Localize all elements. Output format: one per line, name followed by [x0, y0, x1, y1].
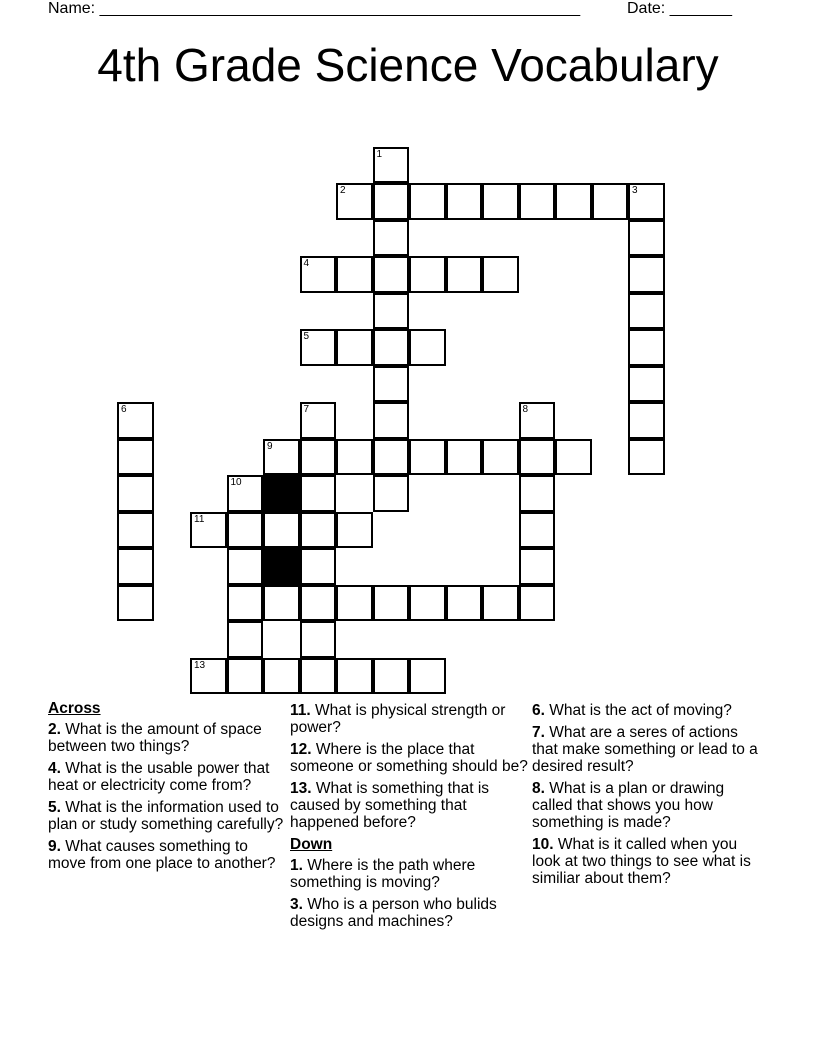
date-label: Date: — [627, 0, 666, 17]
grid-cell[interactable] — [628, 220, 665, 257]
clue-text: What is a plan or drawing called that shows you how something is made? — [532, 780, 725, 831]
grid-cell[interactable] — [373, 402, 410, 439]
cell-number: 6 — [121, 404, 127, 415]
clues-column-1 — [48, 700, 288, 877]
grid-cell[interactable] — [227, 548, 264, 585]
clue-number: 13. — [290, 780, 312, 797]
down-heading: Down — [290, 836, 333, 853]
clues-column-3 — [532, 702, 768, 892]
grid-cell[interactable] — [227, 621, 264, 658]
clue-across-13 — [290, 780, 530, 831]
grid-cell[interactable] — [227, 475, 264, 512]
grid-cell[interactable] — [300, 439, 337, 476]
grid-cell[interactable] — [190, 658, 227, 695]
grid-cell[interactable] — [409, 439, 446, 476]
grid-cell[interactable] — [117, 402, 154, 439]
grid-cell[interactable] — [373, 220, 410, 257]
grid-cell[interactable] — [373, 293, 410, 330]
clue-number: 10. — [532, 836, 554, 853]
grid-cell[interactable] — [373, 475, 410, 512]
clue-text: Where is the place that someone or something should be? — [290, 741, 528, 775]
clue-down-3 — [290, 896, 530, 930]
clue-down-7 — [532, 724, 768, 775]
grid-cell[interactable] — [482, 439, 519, 476]
grid-cell[interactable] — [482, 256, 519, 293]
clue-text: What is physical strength or power? — [290, 702, 506, 736]
grid-cell[interactable] — [336, 658, 373, 695]
name-label: Name: — [48, 0, 96, 17]
clue-number: 2. — [48, 721, 61, 738]
name-line: ______________________________________________________ — [99, 0, 581, 17]
grid-cell[interactable] — [519, 402, 556, 439]
grid-cell[interactable] — [446, 256, 483, 293]
clue-across-2 — [48, 721, 288, 755]
page-title: 4th Grade Science Vocabulary — [97, 39, 719, 91]
grid-cell[interactable] — [446, 183, 483, 220]
grid-cell[interactable] — [300, 548, 337, 585]
grid-cell[interactable] — [628, 256, 665, 293]
clue-text: What is something that is caused by something that happened before? — [290, 780, 490, 831]
clue-text: What causes something to move from one place to another? — [48, 838, 276, 872]
grid-cell[interactable] — [263, 439, 300, 476]
clue-text: Who is a person who bulids designs and machines? — [290, 896, 497, 930]
grid-cell[interactable] — [117, 585, 154, 622]
grid-cell[interactable] — [300, 512, 337, 549]
grid-cell[interactable] — [519, 439, 556, 476]
black-cell — [263, 475, 300, 512]
grid-cell[interactable] — [336, 183, 373, 220]
grid-cell[interactable] — [190, 512, 227, 549]
grid-cell[interactable] — [555, 439, 592, 476]
clue-number: 8. — [532, 780, 545, 797]
cell-number: 4 — [303, 258, 310, 269]
clue-text: What is the usable power that heat or electricity come from? — [48, 760, 270, 794]
clue-text: What is it called when you look at two things to see what is similiar about them? — [532, 836, 751, 887]
clue-number: 6. — [532, 702, 545, 719]
grid-cell[interactable] — [300, 475, 337, 512]
clue-down-1 — [290, 857, 530, 891]
grid-cell[interactable] — [117, 548, 154, 585]
grid-cell[interactable] — [409, 183, 446, 220]
cell-number: 11 — [194, 513, 205, 525]
clue-across-11 — [290, 702, 530, 736]
grid-cell[interactable] — [227, 585, 264, 622]
grid-cell[interactable] — [300, 658, 337, 695]
grid-cell[interactable] — [373, 147, 410, 184]
grid-cell[interactable] — [373, 329, 410, 366]
cell-number: 10 — [230, 477, 242, 488]
grid-cell[interactable] — [336, 329, 373, 366]
grid-cell[interactable] — [300, 256, 337, 293]
grid-cell[interactable] — [519, 183, 556, 220]
clue-number: 1. — [290, 857, 303, 874]
grid-cell[interactable] — [336, 256, 373, 293]
cell-number: 5 — [303, 331, 310, 342]
grid-cell[interactable] — [519, 548, 556, 585]
clue-number: 12. — [290, 741, 312, 758]
grid-cell[interactable] — [628, 402, 665, 439]
grid-cell[interactable] — [409, 585, 446, 622]
grid-cell[interactable] — [628, 293, 665, 330]
grid-cell[interactable] — [373, 658, 410, 695]
grid-cell[interactable] — [300, 585, 337, 622]
grid-cell[interactable] — [373, 183, 410, 220]
clue-number: 9. — [48, 838, 61, 855]
clue-number: 5. — [48, 799, 61, 816]
grid-cell[interactable] — [628, 183, 665, 220]
clue-across-5 — [48, 799, 288, 833]
cell-number: 8 — [522, 404, 529, 415]
cell-number: 3 — [632, 185, 638, 196]
grid-cell[interactable] — [373, 256, 410, 293]
grid-cell[interactable] — [409, 658, 446, 695]
cell-number: 1 — [376, 148, 383, 160]
clue-down-8 — [532, 780, 768, 831]
grid-cell[interactable] — [519, 512, 556, 549]
grid-cell[interactable] — [300, 621, 337, 658]
grid-cell[interactable] — [300, 402, 337, 439]
grid-cell[interactable] — [409, 329, 446, 366]
grid-cell[interactable] — [373, 366, 410, 403]
grid-cell[interactable] — [482, 585, 519, 622]
grid-cell[interactable] — [482, 183, 519, 220]
clue-across-4 — [48, 760, 288, 794]
clue-number: 7. — [532, 724, 545, 741]
clue-number: 11. — [290, 702, 311, 719]
clue-text: Where is the path where something is moving? — [290, 857, 476, 891]
grid-cell[interactable] — [628, 439, 665, 476]
grid-cell[interactable] — [446, 585, 483, 622]
clue-down-6 — [532, 702, 768, 719]
grid-cell[interactable] — [336, 585, 373, 622]
grid-cell[interactable] — [117, 439, 154, 476]
grid-cell[interactable] — [519, 475, 556, 512]
clue-text: What is the act of moving? — [549, 702, 732, 719]
grid-cell[interactable] — [227, 512, 264, 549]
date-line: _______ — [669, 0, 732, 17]
grid-cell[interactable] — [628, 366, 665, 403]
cell-number: 2 — [340, 185, 346, 196]
cell-number: 9 — [267, 440, 273, 452]
grid-cell[interactable] — [592, 183, 629, 220]
clue-text: What is the amount of space between two things? — [48, 721, 262, 755]
black-cell — [263, 548, 300, 585]
grid-cell[interactable] — [117, 512, 154, 549]
clue-across-9 — [48, 838, 288, 872]
across-heading: Across — [48, 700, 101, 717]
cell-number: 13 — [194, 659, 206, 671]
grid-cell[interactable] — [117, 475, 154, 512]
cell-number: 7 — [303, 404, 310, 415]
clue-text: What are a seres of actions that make something or lead to a desired result? — [532, 724, 758, 775]
clue-across-12 — [290, 741, 530, 775]
clue-number: 4. — [48, 760, 61, 777]
grid-cell[interactable] — [300, 329, 337, 366]
grid-cell[interactable] — [373, 585, 410, 622]
clue-text: What is the information used to plan or study something carefully? — [48, 799, 284, 833]
grid-cell[interactable] — [446, 439, 483, 476]
grid-cell[interactable] — [519, 585, 556, 622]
grid-cell[interactable] — [555, 183, 592, 220]
grid-cell[interactable] — [373, 439, 410, 476]
clue-number: 3. — [290, 896, 303, 913]
grid-cell[interactable] — [336, 512, 373, 549]
grid-cell[interactable] — [227, 658, 264, 695]
clue-down-10 — [532, 836, 768, 887]
grid-cell[interactable] — [628, 329, 665, 366]
grid-cell[interactable] — [263, 585, 300, 622]
grid-cell[interactable] — [409, 256, 446, 293]
grid-cell[interactable] — [336, 439, 373, 476]
clues-column-2 — [290, 702, 530, 935]
grid-cell[interactable] — [263, 658, 300, 695]
grid-cell[interactable] — [263, 512, 300, 549]
